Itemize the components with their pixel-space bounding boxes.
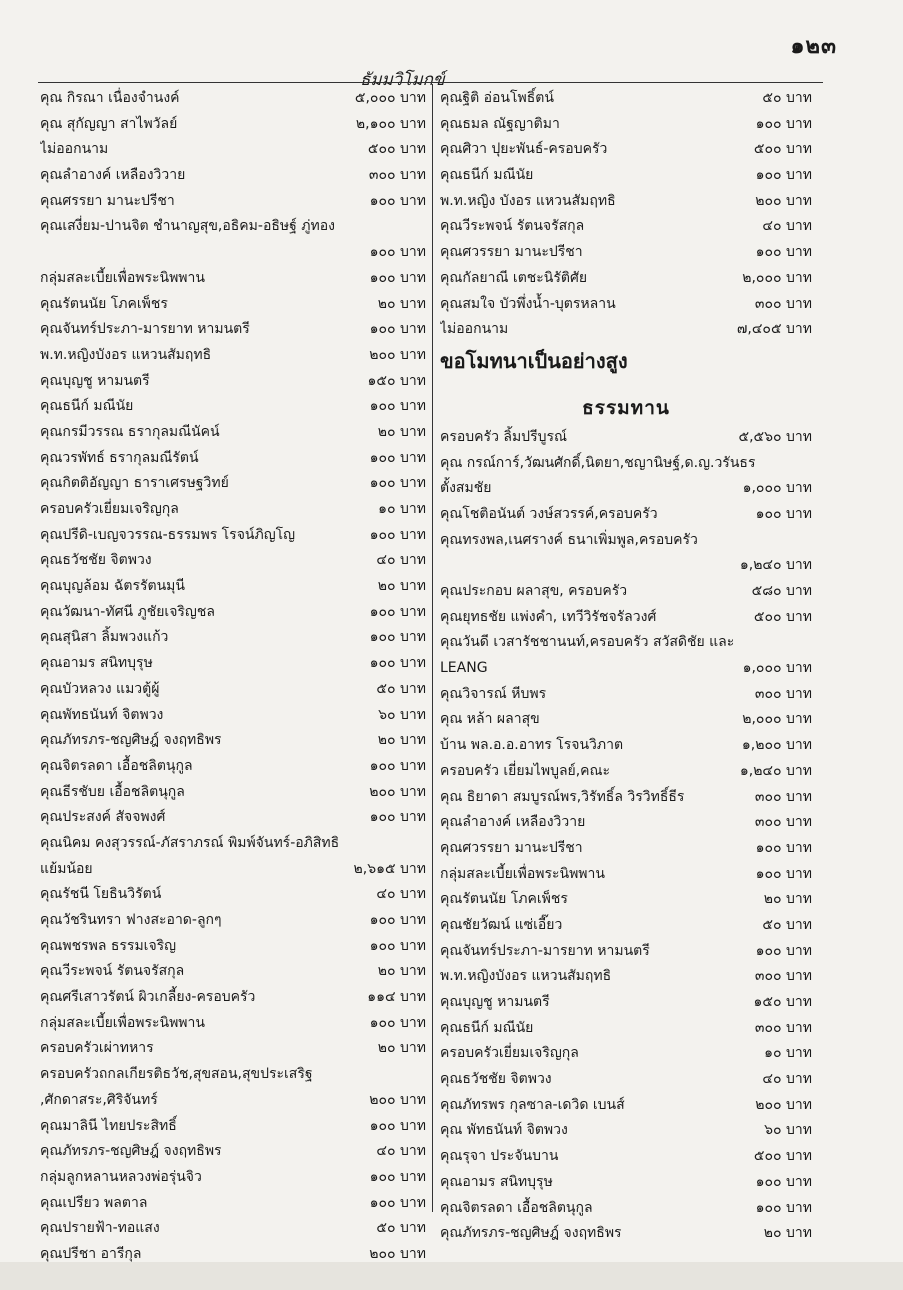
donation-amount: ๓๐๐ บาท xyxy=(754,788,812,805)
donation-amount: ๑๐๐ บาท xyxy=(369,757,426,774)
donor-name: คุณศรีเสาวรัตน์ ผิวเกลี้ยง-ครอบครัว xyxy=(40,989,256,1006)
donor-name: กลุ่มสละเบี้ยเพื่อพระนิพพาน xyxy=(440,865,605,882)
right-column xyxy=(440,86,812,1247)
header-rule xyxy=(38,82,823,83)
donation-amount: ๑๐๐ บาท xyxy=(755,865,812,882)
donor-row xyxy=(440,682,812,708)
donor-row xyxy=(40,497,426,523)
donation-amount: ๑๐๐ บาท xyxy=(369,809,426,826)
donation-amount: ๒๐ บาท xyxy=(763,1225,812,1242)
donor-name: คุณลำอางค์ เหลืองวิวาย xyxy=(440,814,586,831)
donation-amount: ๑๑๔ บาท xyxy=(367,989,426,1006)
donation-amount: ๑๐๐ บาท xyxy=(755,505,812,522)
donor-row xyxy=(40,523,426,549)
donor-name: คุณนิคม คงสุวรรณ์-ภัสราภรณ์ พิมพ์จันทร์-อภิสิทธิ xyxy=(40,834,340,851)
donor-name: คุณพัทธนันท์ จิตพวง xyxy=(40,706,164,723)
donor-row xyxy=(40,651,426,677)
donation-amount: ๑๐๐ บาท xyxy=(755,839,812,856)
donor-name: คุณฐิติ อ่อนโพธิ์ตน์ xyxy=(440,90,554,106)
thammathan-title: ธรรมทาน xyxy=(582,396,670,419)
donor-name: คุณอามร สนิทบุรุษ xyxy=(440,1173,553,1190)
donor-row xyxy=(440,707,812,733)
donor-name: คุณโชติอนันต์ วงษ์สวรรค์,ครอบครัว xyxy=(440,505,658,522)
donor-name: คุณวีระพจน์ รัตนจรัสกุล xyxy=(440,218,585,235)
donor-row xyxy=(40,1216,426,1242)
donation-amount: ๑,๐๐๐ บาท xyxy=(742,480,812,497)
donor-name: คุณวัชรินทรา ฟางสะอาด-ลูกๆ xyxy=(40,912,222,928)
donor-name: ,ศักดาสระ,ศิริจันทร์ xyxy=(40,1091,158,1108)
donation-amount: ๕๘๐ บาท xyxy=(751,583,812,599)
anumodana-heading: ขอโมทนาเป็นอย่างสูง xyxy=(440,348,628,373)
donation-amount: ๑๐๐ บาท xyxy=(369,603,426,620)
donor-row xyxy=(440,836,812,862)
donation-amount: ๑๐๐ บาท xyxy=(369,629,426,646)
donor-row xyxy=(40,934,426,960)
donor-row xyxy=(440,1016,812,1042)
donation-amount: ๕๐ บาท xyxy=(762,916,812,933)
donor-row xyxy=(40,163,426,189)
donation-amount: ๑๕๐ บาท xyxy=(753,994,812,1010)
donor-row xyxy=(440,266,812,292)
donation-amount: ๑๐๐ บาท xyxy=(369,269,426,286)
donation-amount: ๑๐๐ บาท xyxy=(755,1173,812,1190)
donor-name: คุณประสงค์ สัจจพงศ์ xyxy=(40,809,166,826)
donor-name: คุณพชรพล ธรรมเจริญ xyxy=(40,937,177,954)
donor-row xyxy=(440,528,812,554)
donor-name: คุณวิจารณ์ หีบพร xyxy=(440,685,547,702)
donor-row xyxy=(440,240,812,266)
donation-amount: ๑๐ บาท xyxy=(764,1045,812,1062)
donor-row xyxy=(40,882,426,908)
donor-row xyxy=(40,754,426,780)
donor-row xyxy=(40,446,426,472)
donor-row xyxy=(40,369,426,395)
donor-name: คุณชัยวัฒน์ แซ่เอี๊ยว xyxy=(440,916,563,933)
donation-amount: ๑,๒๔๐ บาท xyxy=(739,762,812,779)
donor-row xyxy=(40,548,426,574)
donor-row xyxy=(40,1088,426,1114)
donor-row xyxy=(40,112,426,138)
donor-row xyxy=(40,189,426,215)
donor-row xyxy=(40,728,426,754)
donor-name: คุณยุทธชัย แพ่งคำ, เทวีวิรัชจรัลวงศ์ xyxy=(440,608,657,625)
donation-amount: ๑๐๐ บาท xyxy=(369,937,426,954)
donor-row xyxy=(440,630,812,656)
donor-name: คุณธวัชชัย จิตพวง xyxy=(40,552,152,569)
donor-name: คุณศวรรยา มานะปรีชา xyxy=(440,839,583,856)
donor-name: คุณอามร สนิทบุรุษ xyxy=(40,655,153,672)
donor-row xyxy=(440,990,812,1016)
donation-amount: ๑,๐๐๐ บาท xyxy=(742,660,812,677)
donor-row xyxy=(440,913,812,939)
donation-amount: ๑,๒๐๐ บาท xyxy=(741,737,812,754)
donation-amount: ๒๐๐ บาท xyxy=(369,1245,426,1262)
donor-row xyxy=(40,420,426,446)
donor-row xyxy=(40,959,426,985)
donor-name: คุณภัทรภร-ชญศิษฎ์ จงฤทธิพร xyxy=(40,1143,222,1160)
donation-amount: ๑๐๐ บาท xyxy=(369,475,426,492)
donation-amount: ๑๐๐ บาท xyxy=(369,526,426,543)
donor-name: คุณปรายฟ้า-ทอแสง xyxy=(40,1220,160,1237)
donor-name: คุณรัตนนัย โภคเพ็ชร xyxy=(440,891,568,908)
donor-name: คุณทรงพล,เนศรางค์ ธนาเพิ่มพูล,ครอบครัว xyxy=(440,531,698,548)
donor-row xyxy=(440,502,812,528)
donor-row xyxy=(440,451,812,477)
donor-name: ครอบครัวถกลเกียรติธวัช,สุขสอน,สุขประเสริฐ xyxy=(40,1066,313,1083)
donor-row xyxy=(440,292,812,318)
donation-amount: ๕,๕๖๐ บาท xyxy=(738,428,812,445)
donor-name: คุณลำอางค์ เหลืองวิวาย xyxy=(40,167,186,184)
donor-row xyxy=(40,471,426,497)
donor-name: คุณจันทร์ประภา-มารยาท หามนตรี xyxy=(440,942,650,959)
donor-row xyxy=(40,1062,426,1088)
donor-name: คุณกรมีวรรณ ธรากุลมณีนัคน์ xyxy=(40,423,220,440)
donor-row xyxy=(40,86,426,112)
donor-name: คุณธีรชับย เอื้อชลิตนุกูล xyxy=(40,783,185,800)
donation-amount: ๓๐๐ บาท xyxy=(368,167,426,184)
donor-row xyxy=(40,703,426,729)
donor-row xyxy=(40,1114,426,1140)
donor-name: คุณบุญชู หามนตรี xyxy=(440,994,550,1010)
donation-amount: ๕๐๐ บาท xyxy=(753,1148,812,1165)
donor-name: คุณรุจา ประจันบาน xyxy=(440,1148,559,1165)
donor-name: คุณเสงี่ยม-ปานจิต ชำนาญสุข,อธิคม-อธิษฐ์ ภู่ทอง xyxy=(40,218,336,235)
donor-name: คุณประกอบ ผลาสุข, ครอบครัว xyxy=(440,583,628,599)
donor-row xyxy=(40,137,426,163)
donation-amount: ๒๐ บาท xyxy=(377,423,426,440)
donation-amount: ๔๐ บาท xyxy=(376,1143,426,1160)
donor-row xyxy=(40,857,426,883)
donation-amount: ๔๐ บาท xyxy=(376,886,426,903)
donor-name: คุณธนีก์ มณีนัย xyxy=(440,167,534,184)
donor-name: คุณ กรณ์การ์,วัฒนศักดิ์,นิตยา,ชญานิษฐ์,ด.ญ.วรันธร xyxy=(440,454,756,471)
donor-row xyxy=(40,266,426,292)
donor-row xyxy=(440,810,812,836)
donor-row xyxy=(440,317,812,343)
donor-name: คุณบุญชู หามนตรี xyxy=(40,372,150,389)
donor-row xyxy=(440,1093,812,1119)
donor-name: คุณวัฒนา-ทัศนี ภูชัยเจริญชล xyxy=(40,603,215,620)
donation-amount: ๒,๐๐๐ บาท xyxy=(742,269,812,286)
donation-amount: ๓๐๐ บาท xyxy=(754,295,812,312)
donation-amount: ๒๐๐ บาท xyxy=(755,1096,812,1113)
donation-amount: ๑๐๐ บาท xyxy=(369,192,426,209)
donor-row xyxy=(40,677,426,703)
donor-row xyxy=(440,785,812,811)
donation-amount: ๑๐๐ บาท xyxy=(369,244,426,261)
donor-row xyxy=(440,553,812,579)
donation-amount: ๔๐ บาท xyxy=(762,1071,812,1088)
donor-name: ครอบครัวเยี่ยมเจริญกุล xyxy=(40,501,179,517)
left-column xyxy=(40,86,426,1268)
donation-amount: ๒๐ บาท xyxy=(377,732,426,749)
donor-name: คุณ หล้า ผลาสุข xyxy=(440,711,540,728)
donor-name: คุณภัทรภร-ชญศิษฎ์ จงฤทธิพร xyxy=(40,732,222,749)
donor-row xyxy=(40,908,426,934)
donor-name: ครอบครัวเยี่ยมเจริญกุล xyxy=(440,1045,579,1062)
donor-name: ครอบครัวเผ่าทหาร xyxy=(40,1040,154,1057)
donor-name: คุณบัวหลวง แมวตู้ผู้ xyxy=(40,680,160,697)
donor-row xyxy=(440,887,812,913)
donor-row xyxy=(40,805,426,831)
donor-row xyxy=(40,600,426,626)
donation-amount: ๓๐๐ บาท xyxy=(754,1019,812,1036)
donor-row xyxy=(40,1165,426,1191)
donation-amount: ๒๐ บาท xyxy=(377,295,426,312)
section-header: ธัมมวิโมกข์ xyxy=(360,70,445,90)
donor-row xyxy=(440,733,812,759)
donation-amount: ๔๐ บาท xyxy=(376,552,426,569)
donation-amount: ๒๐๐ บาท xyxy=(369,783,426,800)
column-divider xyxy=(432,84,433,1212)
donor-row xyxy=(40,394,426,420)
donor-name: คุณธนีก์ มณีนัย xyxy=(440,1019,534,1036)
donor-name: คุณจิตรลดา เอื้อชลิตนุกูล xyxy=(440,1199,593,1216)
donor-name: คุณธมล ณัฐญาติมา xyxy=(440,115,560,132)
donor-name: คุณธนีก์ มณีนัย xyxy=(40,398,134,415)
donation-amount: ๒,๖๑๕ บาท xyxy=(353,860,426,877)
donation-amount: ๑๐๐ บาท xyxy=(755,244,812,261)
donation-amount: ๕๐๐ บาท xyxy=(753,608,812,625)
donor-name: กลุ่มลูกหลานหลวงพ่อรุ่นจิว xyxy=(40,1168,202,1185)
donor-name: กลุ่มสละเบี้ยเพื่อพระนิพพาน xyxy=(40,1014,205,1031)
donor-row xyxy=(440,964,812,990)
donor-row xyxy=(440,112,812,138)
donor-row xyxy=(40,292,426,318)
donor-name: คุณ ธิยาดา สมบูรณ์พร,วิรัทธิ์ล วิรวิทธิ์ธีร xyxy=(440,788,685,805)
donor-row xyxy=(440,656,812,682)
donor-name: คุณกัลยาณี เตชะนิรัติศัย xyxy=(440,269,588,286)
donor-row xyxy=(440,1221,812,1247)
donor-row xyxy=(40,780,426,806)
donor-name: แย้มน้อย xyxy=(40,860,93,877)
donor-list-thammathan xyxy=(440,425,812,1247)
donor-row xyxy=(40,574,426,600)
donor-name: คุณวีระพจน์ รัตนจรัสกุล xyxy=(40,963,185,980)
donor-row xyxy=(40,214,426,240)
donor-row xyxy=(440,605,812,631)
donor-row xyxy=(440,1196,812,1222)
donor-row xyxy=(440,1144,812,1170)
donor-row xyxy=(440,1118,812,1144)
donation-amount: ๒,๑๐๐ บาท xyxy=(355,115,426,132)
donation-amount: ๒,๐๐๐ บาท xyxy=(742,711,812,728)
donor-row xyxy=(440,163,812,189)
donation-amount: ๓๐๐ บาท xyxy=(754,814,812,831)
donor-name: คุณเปรียว พลตาล xyxy=(40,1194,148,1211)
donor-name: คุณสุนิสา ลิ้มพวงแก้ว xyxy=(40,629,169,646)
donation-amount: ๕๐ บาท xyxy=(762,90,812,106)
donor-row xyxy=(40,985,426,1011)
donor-list-top xyxy=(440,86,812,343)
donation-amount: ๒๐๐ บาท xyxy=(369,1091,426,1108)
donor-row xyxy=(440,759,812,785)
donor-row xyxy=(40,1191,426,1217)
donation-amount: ๑๐๐ บาท xyxy=(369,1168,426,1185)
donation-amount: ๕๐๐ บาท xyxy=(367,141,426,158)
donation-amount: ๒๐ บาท xyxy=(377,1040,426,1057)
donation-amount: ๒๐๐ บาท xyxy=(755,192,812,209)
donor-row xyxy=(440,1170,812,1196)
donor-name: ตั้งสมชัย xyxy=(440,480,492,497)
donor-row xyxy=(40,1011,426,1037)
donor-row xyxy=(40,240,426,266)
donation-amount: ๑๐๐ บาท xyxy=(755,167,812,184)
donor-row xyxy=(40,317,426,343)
donor-name: คุณจันทร์ประภา-มารยาท หามนตรี xyxy=(40,321,250,338)
donor-name: กลุ่มสละเบี้ยเพื่อพระนิพพาน xyxy=(40,269,205,286)
donor-name: คุณมาลินี ไทยประสิทธิ์ xyxy=(40,1117,177,1134)
donor-name: คุณปรีชา อารีกุล xyxy=(40,1245,142,1262)
donation-amount: ๑๐๐ บาท xyxy=(369,398,426,415)
donor-name: คุณบุญล้อม ฉัตรรัตนมุนี xyxy=(40,578,185,595)
donor-name: คุณศิวา ปุยะพันธ์-ครอบครัว xyxy=(440,141,608,158)
donation-amount: ๓๐๐ บาท xyxy=(754,968,812,985)
donor-row xyxy=(440,476,812,502)
donor-row xyxy=(40,343,426,369)
donor-name: คุณ สุกัญญา สาไพวัลย์ xyxy=(40,115,178,132)
donation-amount: ๑๐๐ บาท xyxy=(369,1117,426,1134)
scan-bottom-edge xyxy=(0,1262,903,1290)
donor-row xyxy=(440,425,812,451)
donor-name: คุณ กิรณา เนื่องจำนงค์ xyxy=(40,90,180,106)
donation-amount: ๒๐ บาท xyxy=(377,963,426,980)
donor-row xyxy=(40,625,426,651)
donor-row xyxy=(440,939,812,965)
donation-amount: ๓๐๐ บาท xyxy=(754,685,812,702)
donor-name: คุณธวัชชัย จิตพวง xyxy=(440,1071,552,1088)
donor-row xyxy=(440,189,812,215)
donor-row xyxy=(440,579,812,605)
donor-name: ครอบครัว เยี่ยมไพบูลย์,คณะ xyxy=(440,762,611,779)
donor-name: พ.ท.หญิง บังอร แหวนสัมฤทธิ xyxy=(440,192,616,209)
donor-row xyxy=(40,1036,426,1062)
donor-row xyxy=(40,1139,426,1165)
donor-name: พ.ท.หญิงบังอร แหวนสัมฤทธิ xyxy=(40,346,212,363)
donor-name: พ.ท.หญิงบังอร แหวนสัมฤทธิ xyxy=(440,968,612,985)
donor-name: คุณภัทรพร กุลซาล-เดวิด เบนส์ xyxy=(440,1096,625,1113)
donor-name: คุณสมใจ บัวพึ่งน้ำ-บุตรหลาน xyxy=(440,295,616,312)
donor-name: คุณรัชนี โยธินวิรัตน์ xyxy=(40,886,162,903)
donation-amount: ๖๐ บาท xyxy=(764,1122,812,1139)
donation-amount: ๑๕๐ บาท xyxy=(367,372,426,389)
donor-name: คุณภัทรภร-ชญศิษฎ์ จงฤทธิพร xyxy=(440,1225,622,1242)
donor-row xyxy=(40,831,426,857)
donor-row xyxy=(440,137,812,163)
donor-row xyxy=(440,214,812,240)
donor-name: คุณศวรรยา มานะปรีชา xyxy=(440,244,583,261)
donation-amount: ๑,๒๔๐ บาท xyxy=(739,557,812,574)
donor-name: คุณปรีดิ-เบญจวรรณ-ธรรมพร โรจน์ภิญโญ xyxy=(40,526,296,543)
donation-amount: ๑๐๐ บาท xyxy=(369,1014,426,1031)
donation-amount: ๗,๔๐๕ บาท xyxy=(736,321,812,338)
donor-name: คุณวันดี เวสารัชชานนท์,ครอบครัว สวัสดิชัย และ xyxy=(440,634,735,651)
donation-amount: ๒๐ บาท xyxy=(763,891,812,908)
donation-amount: ๕๐ บาท xyxy=(376,680,426,697)
donor-name: ไม่ออกนาม xyxy=(440,321,509,338)
donor-row xyxy=(440,86,812,112)
donor-name: คุณศรรยา มานะปรีชา xyxy=(40,192,175,209)
donation-amount: ๑๐๐ บาท xyxy=(369,1194,426,1211)
donor-name: คุณวรพัทธ์ ธรากุลมณีรัตน์ xyxy=(40,449,199,466)
donor-row xyxy=(440,1067,812,1093)
donor-name: บ้าน พล.อ.อ.อาทร โรจนวิภาต xyxy=(440,737,624,754)
donor-name: คุณกิตติอัญญา ธาราเศรษฐวิทย์ xyxy=(40,475,229,492)
donation-amount: ๖๐ บาท xyxy=(378,706,426,723)
donation-amount: ๑๐๐ บาท xyxy=(369,321,426,338)
donation-amount: ๕๐๐ บาท xyxy=(753,141,812,158)
donation-amount: ๑๐๐ บาท xyxy=(369,449,426,466)
donation-amount: ๑๐ บาท xyxy=(378,501,426,517)
donor-row xyxy=(440,1041,812,1067)
donation-amount: ๔๐ บาท xyxy=(762,218,812,235)
donor-name: คุณ พัทธนันท์ จิตพวง xyxy=(440,1122,568,1139)
donation-amount: ๑๐๐ บาท xyxy=(755,1199,812,1216)
donor-name: LEANG xyxy=(440,660,488,677)
page-number: ๑๒๓ xyxy=(790,34,837,59)
donation-amount: ๑๐๐ บาท xyxy=(755,942,812,959)
donor-name: คุณรัตนนัย โภคเพ็ชร xyxy=(40,295,168,312)
donation-amount: ๒๐๐ บาท xyxy=(369,346,426,363)
donor-row xyxy=(440,862,812,888)
donor-name: คุณจิตรลดา เอื้อชลิตนุกูล xyxy=(40,757,193,774)
donation-amount: ๑๐๐ บาท xyxy=(369,655,426,672)
donation-amount: ๕๐ บาท xyxy=(376,1220,426,1237)
donor-name: ครอบครัว ลิ้มปรีบูรณ์ xyxy=(440,428,567,445)
donation-amount: ๑๐๐ บาท xyxy=(369,912,426,928)
donation-amount: ๑๐๐ บาท xyxy=(755,115,812,132)
donation-amount: ๕,๐๐๐ บาท xyxy=(354,90,426,106)
donor-name: ไม่ออกนาม xyxy=(40,141,109,158)
donation-amount: ๒๐ บาท xyxy=(377,578,426,595)
